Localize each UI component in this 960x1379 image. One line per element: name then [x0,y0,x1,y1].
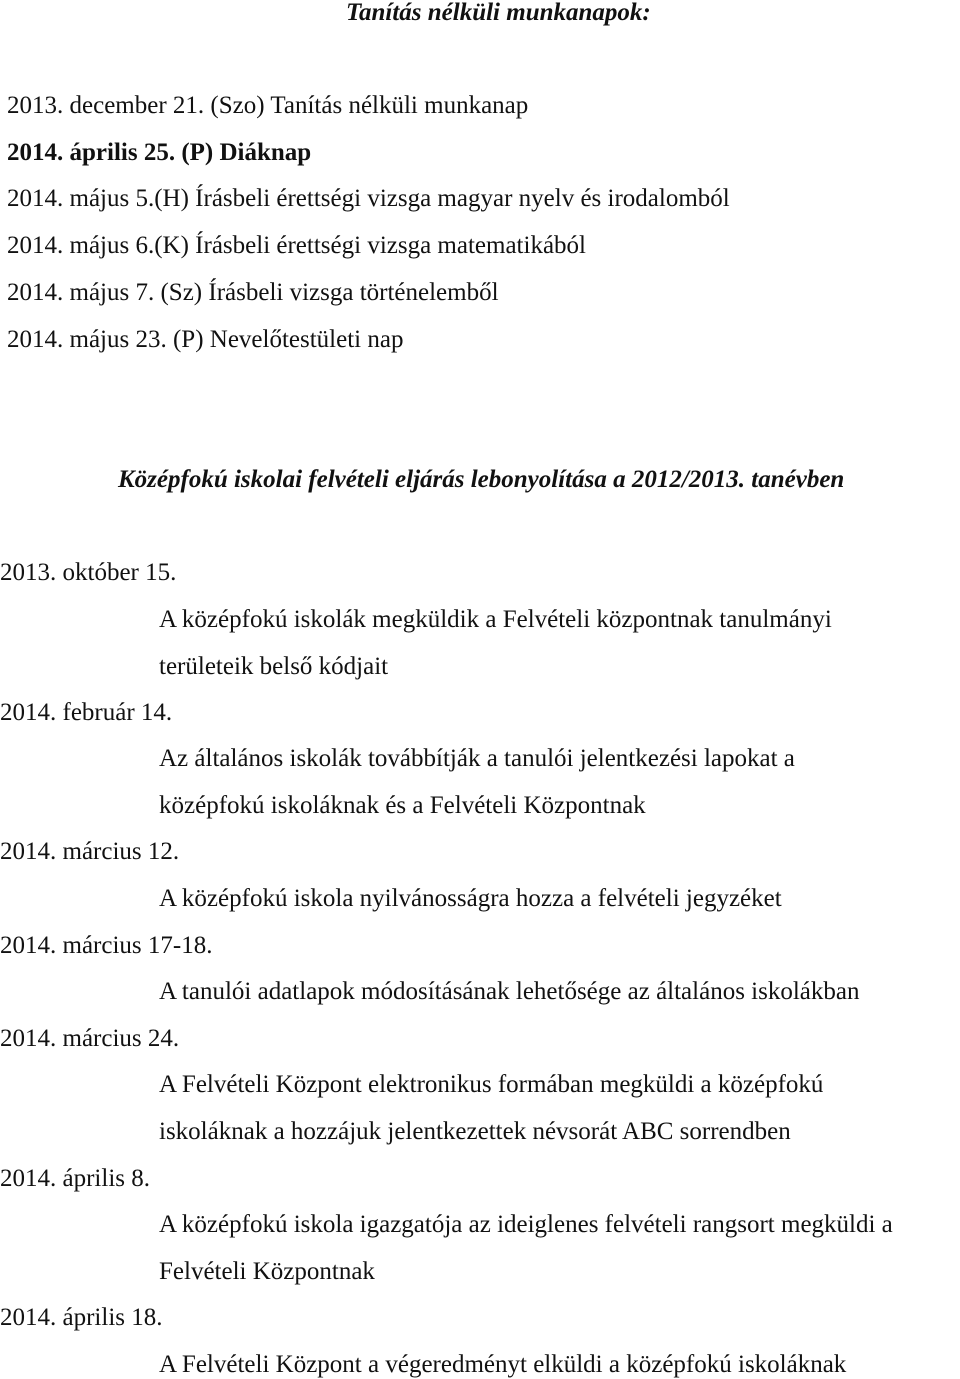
entry-text: iskoláknak a hozzájuk jelentkezettek névsorát ABC sorrendben [159,1118,791,1145]
no-teaching-days-heading: Tanítás nélküli munkanapok: [346,0,651,26]
entry-text: A Felvételi Központ a végeredményt elküldi a középfokú iskoláknak [159,1351,847,1378]
list-item: 2014. május 5.(H) Írásbeli érettségi vizsga magyar nyelv és irodalomból [7,185,730,212]
entry-date: 2014. február 14. [0,699,173,726]
entry-date: 2014. április 18. [0,1304,163,1331]
entry-date: 2014. március 12. [0,838,180,865]
admission-heading: Középfokú iskolai felvételi eljárás lebonyolítása a 2012/2013. tanévben [118,466,845,493]
entry-date: 2014. április 8. [0,1165,150,1192]
entry-text: A középfokú iskolák megküldik a Felvételi központnak tanulmányi [159,606,832,633]
list-item: 2013. december 21. (Szo) Tanítás nélküli munkanap [7,92,529,119]
list-item: 2014. április 25. (P) Diáknap [7,139,312,166]
entry-text: középfokú iskoláknak és a Felvételi Központnak [159,792,646,819]
entry-date: 2014. március 24. [0,1025,180,1052]
list-item: 2014. május 7. (Sz) Írásbeli vizsga történelemből [7,279,499,306]
entry-date: 2013. október 15. [0,559,177,586]
entry-text: A középfokú iskola nyilvánosságra hozza a felvételi jegyzéket [159,885,782,912]
entry-text: A középfokú iskola igazgatója az ideiglenes felvételi rangsort megküldi a [159,1211,893,1238]
entry-date: 2014. március 17-18. [0,932,213,959]
list-item: 2014. május 6.(K) Írásbeli érettségi vizsga matematikából [7,232,586,259]
entry-text: A Felvételi Központ elektronikus formában megküldi a középfokú [159,1071,824,1098]
entry-text: Felvételi Központnak [159,1258,375,1285]
list-item: 2014. május 23. (P) Nevelőtestületi nap [7,326,404,353]
entry-text: területeik belső kódjait [159,653,389,680]
entry-text: A tanulói adatlapok módosításának lehetősége az általános iskolákban [159,978,860,1005]
entry-text: Az általános iskolák továbbítják a tanulói jelentkezési lapokat a [159,745,795,772]
